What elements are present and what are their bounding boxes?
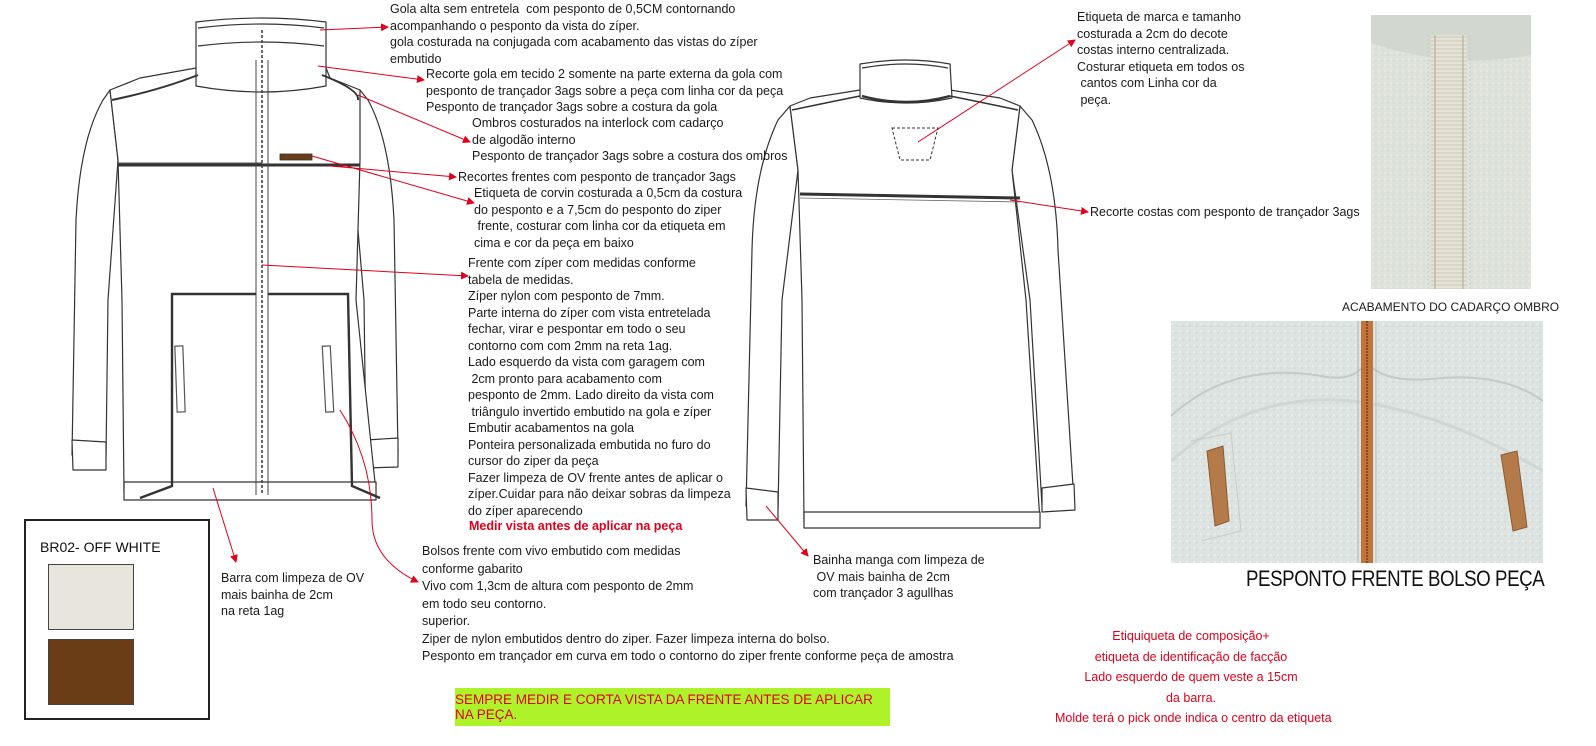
measure-banner [455,688,890,726]
leader-corvin [312,156,474,203]
swatch-title: BR02- OFF WHITE [40,539,161,555]
leader-front-panels [330,166,456,177]
leader-collar-panel [318,66,424,80]
leader-pockets [340,410,418,582]
note-pockets: Bolsos frente com vivo embutido com medidas conforme gabarito Vivo com 1,3cm de altura com pesponto de 2mm em todo seu contorno. superior. Ziper de nylon embutidos dentro do ziper. Fazer limpeza interna do bolso. Pesponto em trançador em curva em todo o contorno do ziper frente conforme peça de amostra [422,544,954,663]
note-measure-warning: Medir vista antes de aplicar na peça [469,519,683,533]
leader-collar [320,27,388,30]
color-swatch-panel [24,519,210,720]
swatch-brown [48,639,134,705]
shoulder-tape-photo [1371,15,1531,289]
pocket-stitch-photo [1171,321,1543,563]
note-zipper: Frente com zíper com medidas conforme tabela de medidas. Zíper nylon com pesponto de 7mm. Parte interna do zíper com vista entretelada fechar, virar e pespontar em todo o seu contorno com com 2mm na reta 1ag. Lado esquerdo da vista com garagem com 2cm pronto para acabamento com pesponto de 2mm. Lado direito da vista com triângulo invertido embutido na gola e zíper Embutir acabamentos na gola Ponteira personalizada embutida no furo do cursor do ziper da peça Fazer limpeza de OV frente antes de aplicar o zíper.Cuidar para não deixar sobras da limpeza do zíper aparecendo [468,256,731,518]
note-shoulders: Ombros costurados na interlock com cadarço de algodão interno Pesponto de trançador 3ags sobre a costura dos ombros [472,116,788,163]
note-front-panels: Recortes frentes com pesponto de trançador 3ags [458,170,736,184]
note-collar: Gola alta sem entretela com pesponto de 0,5CM contornando acompanhando o pesponto da vista do zíper. gola costurada na conjugada com acabamento das vistas do zíper embutido [390,2,758,66]
note-back-panel: Recorte costas com pesponto de trançador 3ags [1090,205,1360,219]
note-brand-label: Etiqueta de marca e tamanho costurada a 2cm do decote costas interno centralizada. Costurar etiqueta em todos os cantos com Linha cor da peça. [1077,10,1245,107]
leader-zipper [262,265,468,276]
caption-pocket-stitch: PESPONTO FRENTE BOLSO PEÇA [1246,566,1545,591]
caption-shoulder-tape: ACABAMENTO DO CADARÇO OMBRO [1342,300,1560,314]
note-collar-panel: Recorte gola em tecido 2 somente na parte externa da gola com pesponto de trançador 3ags sobre a peça com linha cor da peça Pesponto de trançador 3ags sobre a costura da gola [426,67,784,114]
leader-back-panel [1010,200,1088,212]
note-sleeve-hem: Bainha manga com limpeza de OV mais bainha de 2cm com trançador 3 agullhas [813,553,985,600]
banner-text: SEMPRE MEDIR E CORTA VISTA DA FRENTE ANTES DE APLICAR NA PEÇA. [455,692,873,722]
note-hem: Barra com limpeza de OV mais bainha de 2cm na reta 1ag [221,571,365,618]
leader-hem [213,488,236,562]
leader-brand-label [918,40,1075,142]
swatch-off-white [48,564,134,630]
note-composition: Etiquiqueta de composição+ etiqueta de identificação de facção Lado esquerdo de quem veste a 15cm da barra. Molde terá o pick onde indica o centro da etiqueta [1055,629,1332,725]
note-corvin-label: Etiqueta de corvin costurada a 0,5cm da costura do pesponto e a 7,5cm do pesponto do ziper frente, costurar com linha cor da etiqueta em cima e cor da peça em baixo [474,186,743,250]
